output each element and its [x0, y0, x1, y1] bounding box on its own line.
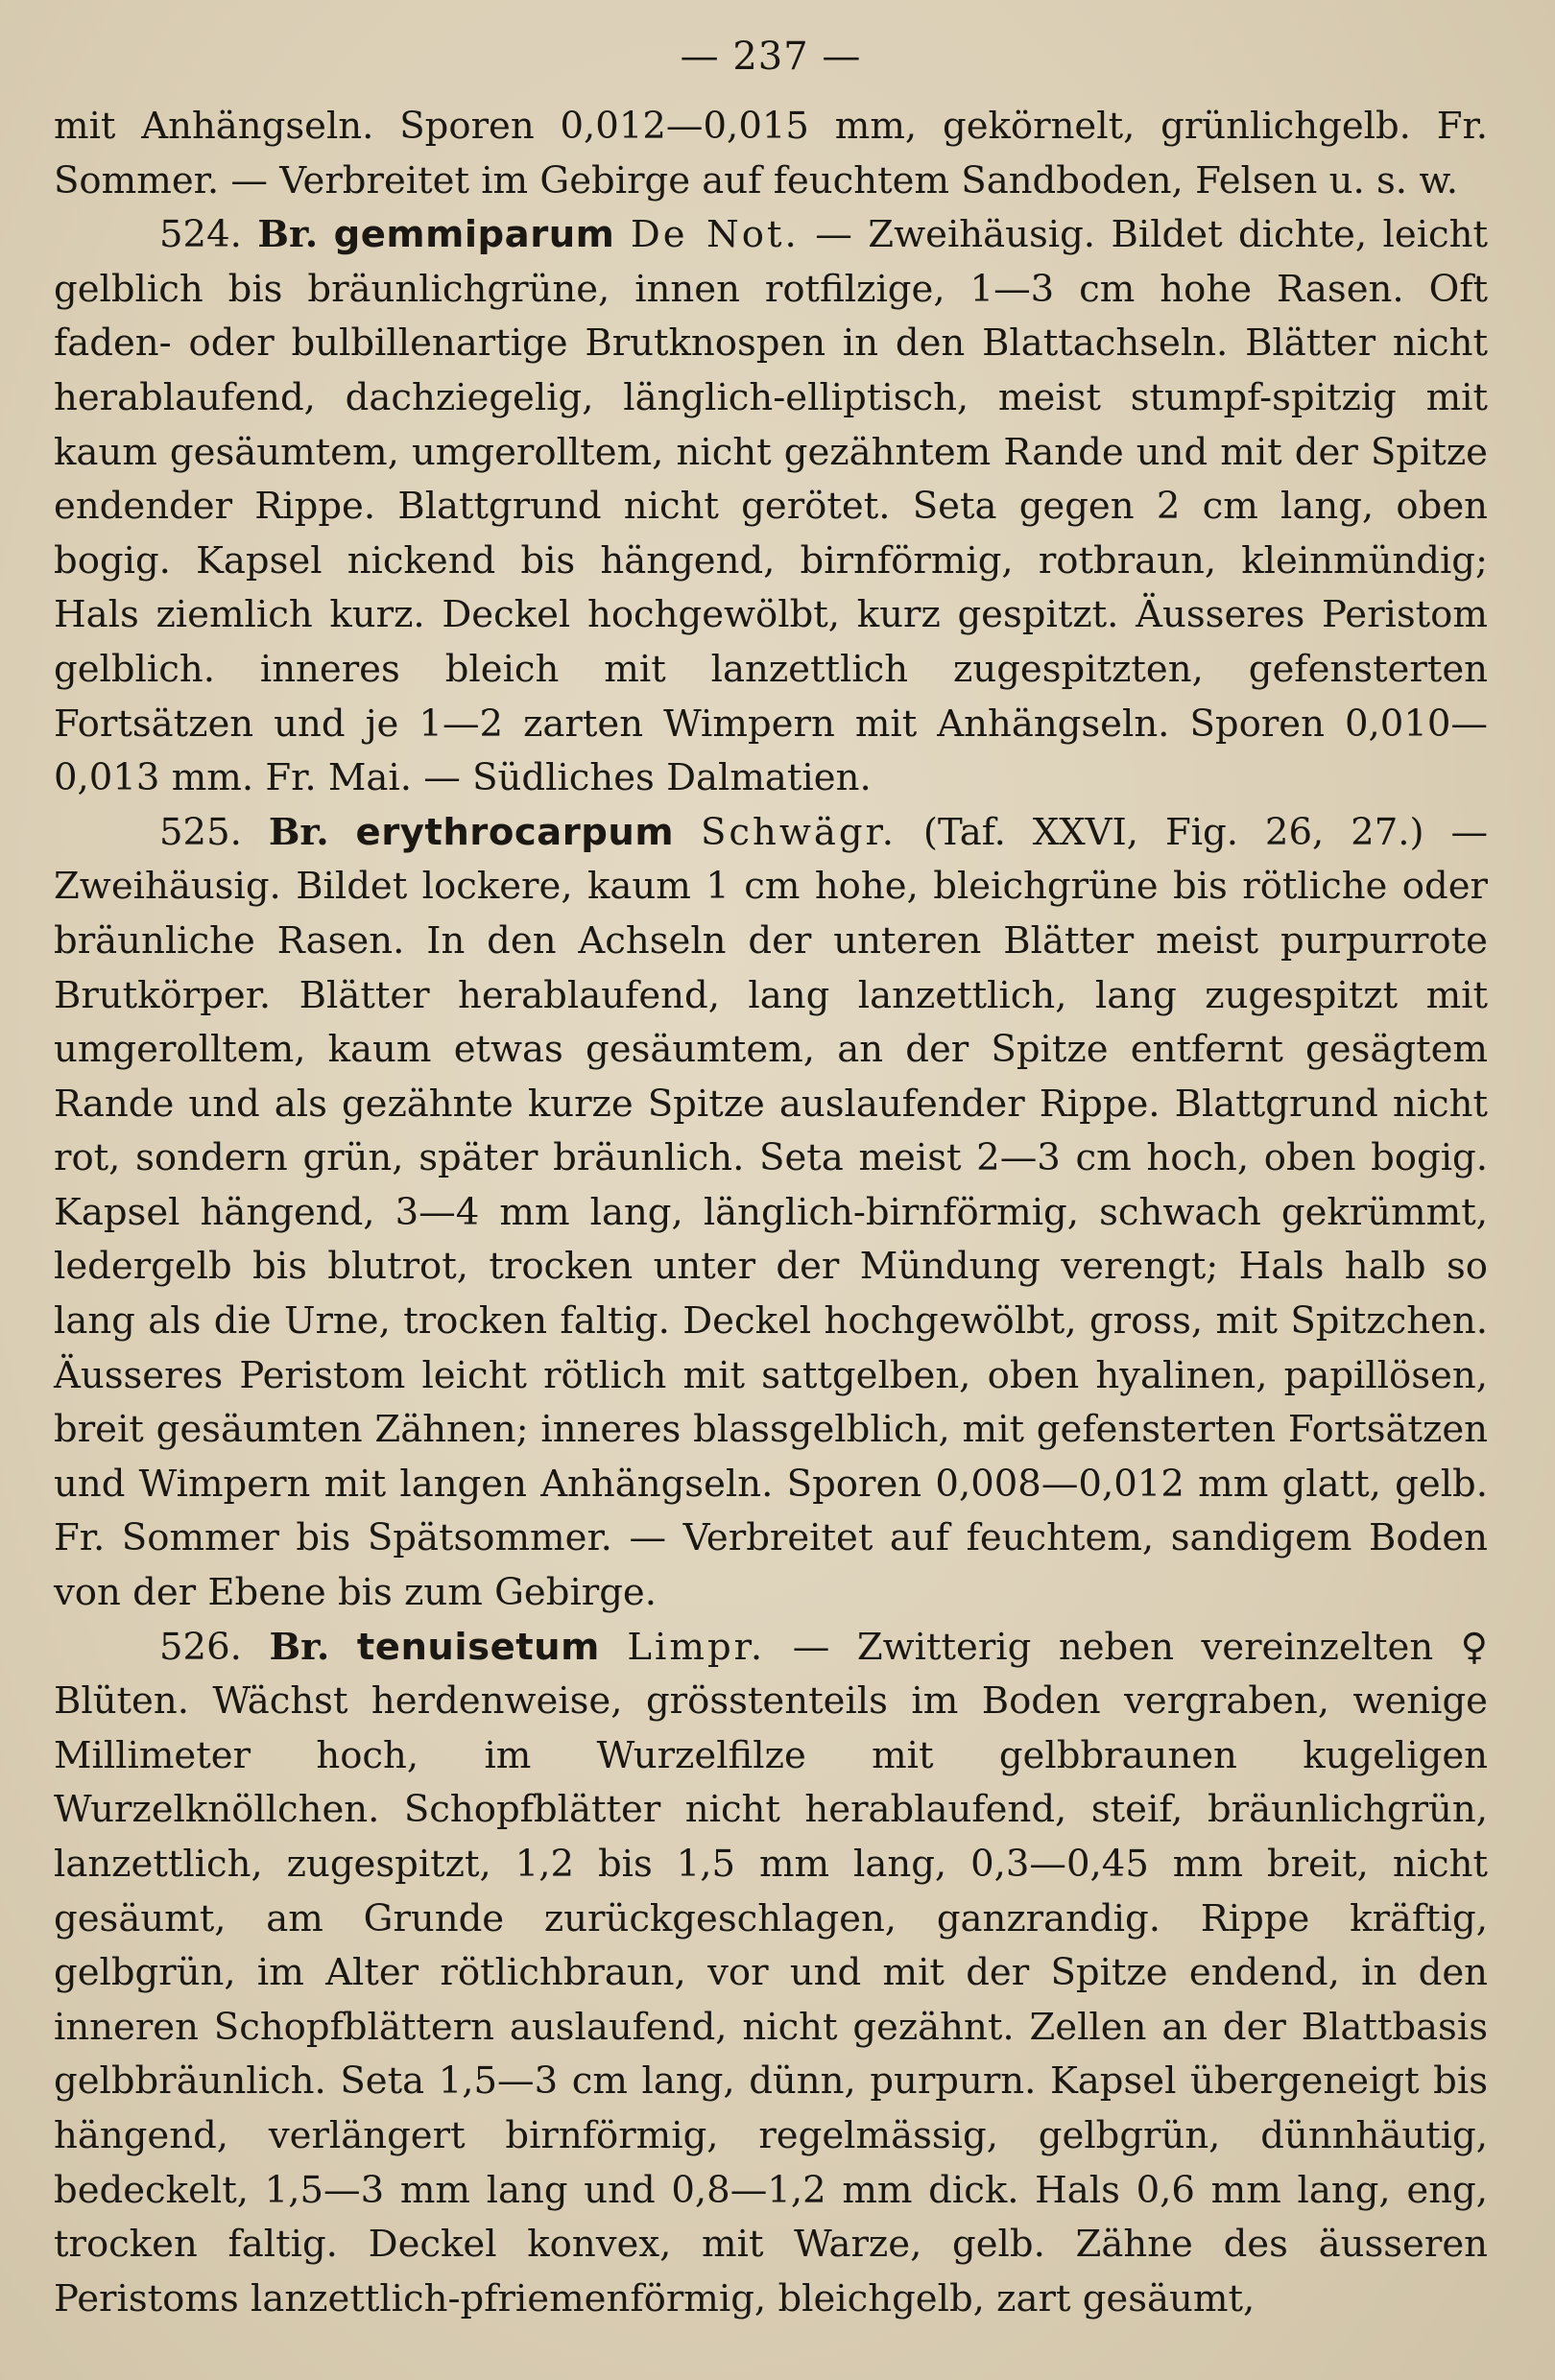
intro-paragraph: mit Anhängseln. Sporen 0,012—0,015 mm, gekörnelt, grünlichgelb. Fr. Sommer. — Verbreitet im Gebirge auf feuchtem Sandboden, Felsen u. s. w. [54, 105, 1488, 202]
species-description: (Taf. XXVI, Fig. 26, 27.) — Zweihäusig. Bildet lockere, kaum 1 cm hohe, bleichgrüne bis rötliche oder bräunliche Rasen. In den Achseln der unteren Blätter meist purpurrote Brutkörper. Blätter herablaufend, lang lanzettlich, lang zugespitzt mit umgerolltem, kaum etwas gesäumtem, an der Spitze entfernt gesägtem Rande und als gezähnte kurze Spitze auslaufender Rippe. Blattgrund nicht rot, sondern grün, später bräunlich. Seta meist 2—3 cm hoch, oben bogig. Kapsel hängend, 3—4 mm lang, länglich-birnförmig, schwach gekrümmt, ledergelb bis blutrot, trocken unter der Mündung verengt; Hals halb so lang als die Urne, trocken faltig. Deckel hochgewölbt, gross, mit Spitzchen. Äusseres Peristom leicht rötlich mit sattgelben, oben hyalinen, papillösen, breit gesäumten Zähnen; inneres blassgelblich, mit gefensterten Fortsätzen und Wimpern mit langen Anhängseln. Sporen 0,008—0,012 mm glatt, gelb. Fr. Sommer bis Spätsommer. — Verbreitet auf feuchtem, sandigem Boden von der Ebene bis zum Gebirge. [54, 810, 1489, 1615]
entry-number: 526. [159, 1625, 242, 1669]
species-name: erythrocarpum [355, 810, 675, 854]
species-name: gemmiparum [333, 213, 615, 257]
species-name: tenuisetum [356, 1625, 600, 1669]
species-entry-525 [54, 806, 1488, 1621]
genus-abbreviation: Br. [269, 1625, 330, 1669]
species-entry-526 [54, 1621, 1488, 2327]
species-author: De Not. [630, 213, 800, 257]
species-author: Schwägr. [700, 810, 897, 854]
page-number: — 237 — [680, 35, 862, 79]
species-author: Limpr. [627, 1625, 766, 1669]
species-description: — Zwitterig neben vereinzelten ♀ Blüten. Wächst herdenweise, grösstenteils im Boden vergraben, wenige Millimeter hoch, im Wurzelfilze mit gelbbraunen kugeligen Wurzelknöllchen. Schopfblätter nicht herablaufend, steif, bräunlichgrün, lanzettlich, zugespitzt, 1,2 bis 1,5 mm lang, 0,3—0,45 mm breit, nicht gesäumt, am Grunde zurückgeschlagen, ganzrandig. Rippe kräftig, gelbgrün, im Alter rötlichbraun, vor und mit der Spitze endend, in den inneren Schopfblättern auslaufend, nicht gezähnt. Zellen an der Blattbasis gelbbräunlich. Seta 1,5—3 cm lang, dünn, purpurn. Kapsel übergeneigt bis hängend, verlängert birnförmig, regelmässig, gelbgrün, dünnhäutig, bedeckelt, 1,5—3 mm lang und 0,8—1,2 mm dick. Hals 0,6 mm lang, eng, trocken faltig. Deckel konvex, mit Warze, gelb. Zähne des äusseren Peristoms lanzettlich-pfriemenförmig, bleichgelb, zart gesäumt, [54, 1625, 1488, 2320]
genus-abbreviation: Br. [268, 810, 329, 854]
page-body [54, 100, 1488, 2326]
genus-abbreviation: Br. [257, 213, 319, 257]
entry-number: 524. [159, 213, 242, 257]
species-description: — Zweihäusig. Bildet dichte, leicht gelblich bis bräunlichgrüne, innen rotfilzige, 1—3 cm hohe Rasen. Oft faden- oder bulbillenartige Brutknospen in den Blattachseln. Blätter nicht herablaufend, dachziegelig, länglich-elliptisch, meist stumpf-spitzig mit kaum gesäumtem, umgerolltem, nicht gezähntem Rande und mit der Spitze endender Rippe. Blattgrund nicht gerötet. Seta gegen 2 cm lang, oben bogig. Kapsel nickend bis hängend, birnförmig, rotbraun, kleinmündig; Hals ziemlich kurz. Deckel hochgewölbt, kurz gespitzt. Äusseres Peristom gelblich. inneres bleich mit lanzettlich zugespitzten, gefensterten Fortsätzen und je 1—2 zarten Wimpern mit Anhängseln. Sporen 0,010—0,013 mm. Fr. Mai. — Südliches Dalmatien. [54, 213, 1489, 800]
species-entry-524 [54, 208, 1488, 806]
entry-number: 525. [159, 810, 242, 854]
